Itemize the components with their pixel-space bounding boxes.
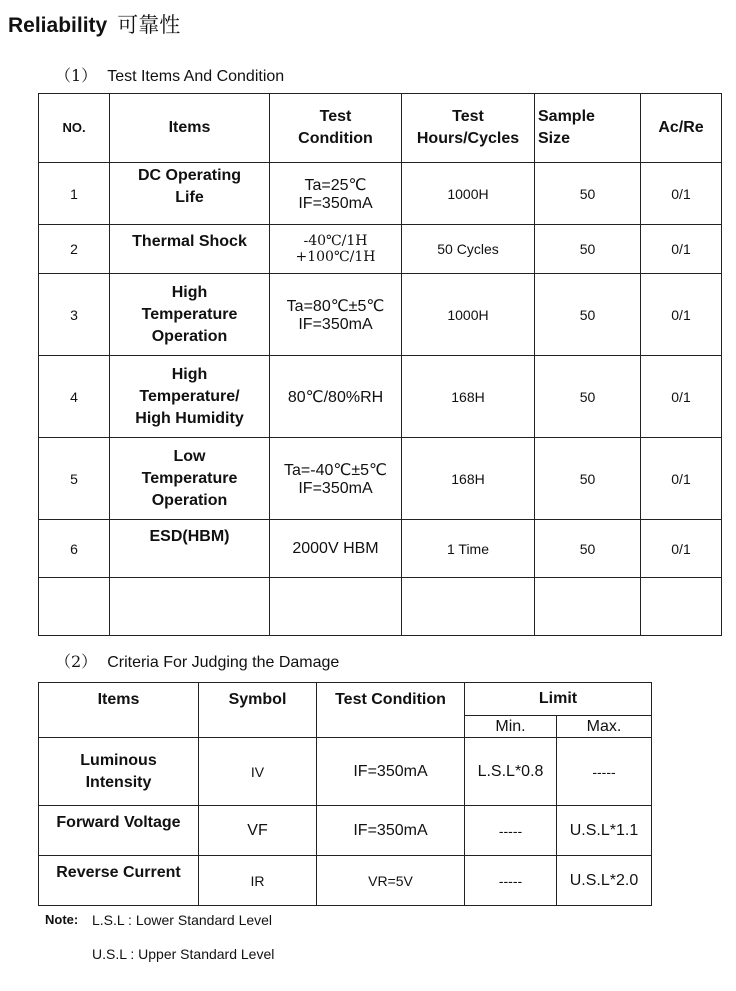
header-test-hours [402, 94, 535, 163]
row-ac-re: 0/1 [641, 274, 722, 356]
header-limit: Limit [465, 683, 652, 716]
table-header-row [39, 683, 652, 716]
table-row [39, 806, 652, 856]
row-min: L.S.L*0.8 [465, 738, 557, 806]
note-line-lsl: L.S.L : Lower Standard Level [92, 912, 273, 928]
row-symbol: IV [199, 738, 317, 806]
row-item: Low Temperature Operation [110, 438, 270, 520]
row-test-hours: 1000H [402, 274, 535, 356]
row-ac-re: 0/1 [641, 163, 722, 225]
criteria-table [38, 682, 652, 906]
row-test-hours: 1 Time [402, 520, 535, 578]
row-test-condition: IF=350mA [317, 806, 465, 856]
row-ac-re: 0/1 [641, 520, 722, 578]
header-max: Max. [557, 716, 652, 738]
row-max: U.S.L*1.1 [557, 806, 652, 856]
header-min: Min. [465, 716, 557, 738]
table-cell-empty [641, 578, 722, 636]
row-ac-re: 0/1 [641, 356, 722, 438]
section-label: Criteria For Judging the Damage [107, 654, 340, 671]
header-test-condition-l1: Test [319, 108, 352, 125]
row-test-hours: 1000H [402, 163, 535, 225]
test-items-table [38, 93, 722, 636]
row-item: Forward Voltage [39, 806, 199, 856]
header-ac-re: Ac/Re [641, 94, 722, 163]
row-number: 3 [39, 274, 110, 356]
row-number: 4 [39, 356, 110, 438]
header-sample-size-l1: Sample [538, 108, 595, 125]
row-test-condition: Ta=80℃±5℃ IF=350mA [270, 274, 402, 356]
table-row [39, 438, 722, 520]
table-row [39, 356, 722, 438]
header-symbol: Symbol [199, 683, 317, 738]
row-item: High Temperature Operation [110, 274, 270, 356]
row-test-condition: VR=5V [317, 856, 465, 906]
table-row [39, 274, 722, 356]
section-number: （2） [55, 652, 98, 671]
row-item: Reverse Current [39, 856, 199, 906]
row-test-hours: 168H [402, 438, 535, 520]
row-symbol: VF [199, 806, 317, 856]
header-no: NO. [39, 94, 110, 163]
row-item: DC Operating Life [110, 163, 270, 225]
row-symbol: IR [199, 856, 317, 906]
row-ac-re: 0/1 [641, 438, 722, 520]
row-sample-size: 50 [535, 274, 641, 356]
row-item: Thermal Shock [110, 225, 270, 274]
row-item: Luminous Intensity [39, 738, 199, 806]
table-cell-empty [39, 578, 110, 636]
row-item: ESD(HBM) [110, 520, 270, 578]
row-test-condition: Ta=25℃ IF=350mA [270, 163, 402, 225]
row-item: High Temperature/ High Humidity [110, 356, 270, 438]
row-number: 6 [39, 520, 110, 578]
row-min: ----- [465, 806, 557, 856]
row-sample-size: 50 [535, 225, 641, 274]
title-chinese: 可靠性 [117, 13, 181, 37]
row-min: ----- [465, 856, 557, 906]
row-sample-size: 50 [535, 438, 641, 520]
section-heading-criteria [55, 649, 339, 672]
row-number: 5 [39, 438, 110, 520]
row-test-condition: IF=350mA [317, 738, 465, 806]
header-sample-size [535, 94, 641, 163]
table-row [39, 738, 652, 806]
note-line-usl: U.S.L : Upper Standard Level [92, 946, 275, 962]
row-test-condition: Ta=-40℃±5℃ IF=350mA [270, 438, 402, 520]
table-row [39, 856, 652, 906]
row-number: 1 [39, 163, 110, 225]
header-test-condition [270, 94, 402, 163]
section-heading-test-items [55, 63, 284, 86]
section-number: （1） [55, 66, 98, 85]
row-sample-size: 50 [535, 356, 641, 438]
table-cell-empty [110, 578, 270, 636]
table-row [39, 520, 722, 578]
table-row-empty [39, 578, 722, 636]
header-test-condition-l2: Condition [298, 130, 373, 147]
row-test-condition: -40℃/1H +100℃/1H [270, 225, 402, 274]
row-test-condition: 80℃/80%RH [270, 356, 402, 438]
row-ac-re: 0/1 [641, 225, 722, 274]
row-max: ----- [557, 738, 652, 806]
page-title [8, 9, 180, 39]
table-row [39, 163, 722, 225]
table-cell-empty [270, 578, 402, 636]
table-header-row [39, 94, 722, 163]
table-cell-empty [535, 578, 641, 636]
header-items: Items [39, 683, 199, 738]
note-label: Note: [45, 912, 79, 927]
row-max: U.S.L*2.0 [557, 856, 652, 906]
header-test-hours-l1: Test [452, 108, 484, 125]
header-test-condition: Test Condition [317, 683, 465, 738]
row-sample-size: 50 [535, 163, 641, 225]
header-items: Items [110, 94, 270, 163]
row-test-condition: 2000V HBM [270, 520, 402, 578]
table-row [39, 225, 722, 274]
row-sample-size: 50 [535, 520, 641, 578]
row-test-hours: 50 Cycles [402, 225, 535, 274]
row-number: 2 [39, 225, 110, 274]
section-label: Test Items And Condition [107, 68, 285, 85]
header-sample-size-l2: Size [538, 130, 571, 147]
title-english: Reliability [8, 14, 108, 37]
row-test-hours: 168H [402, 356, 535, 438]
table-cell-empty [402, 578, 535, 636]
header-test-hours-l2: Hours/Cycles [416, 130, 520, 147]
